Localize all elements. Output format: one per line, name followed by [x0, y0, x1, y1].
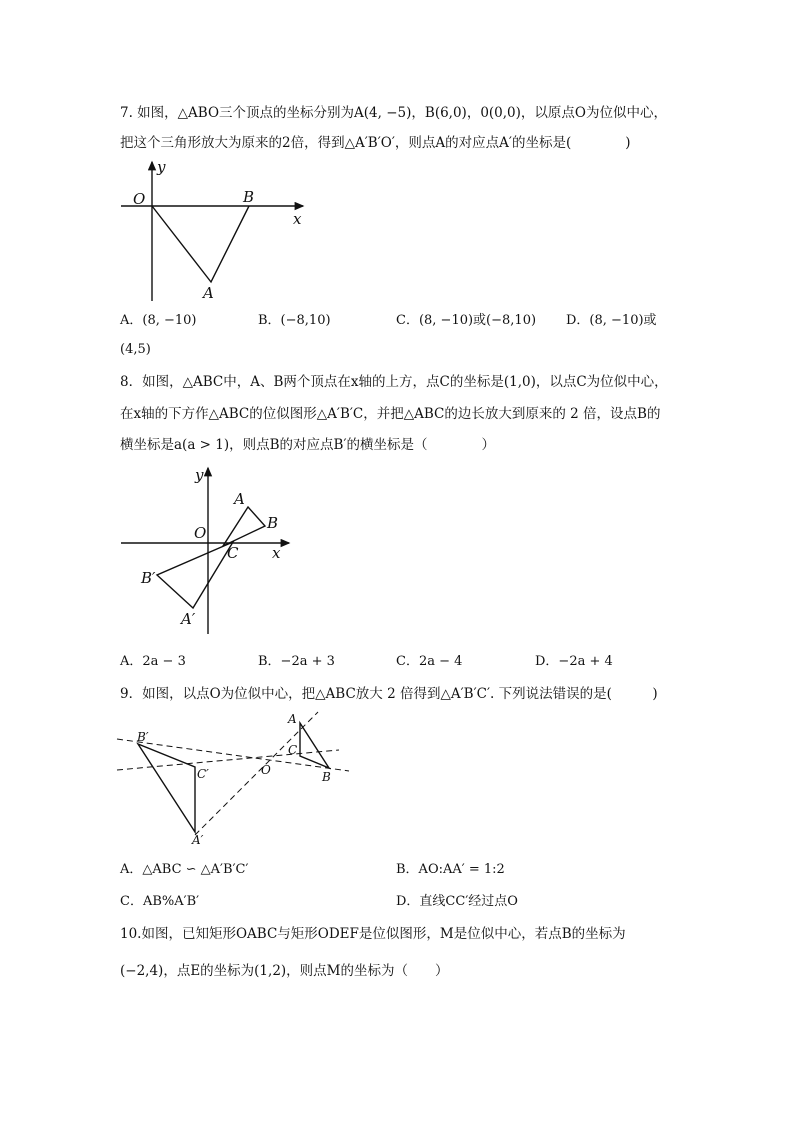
q10-line-1: 10.如图，已知矩形OABC与矩形ODEF是位似图形，M是位似中心，若点B的坐标为: [120, 926, 626, 942]
q7-triangle: [152, 206, 249, 282]
q9-option-c[interactable]: C．AB%A′B′: [120, 894, 200, 909]
q8-label-o: O: [194, 524, 207, 542]
q10-line-2: (−2,4)，点E的坐标为(1,2)，则点M的坐标为（ ）: [120, 963, 449, 979]
q9-dashed-line-c: [117, 750, 339, 770]
q7-option-d[interactable]: D．(8, −10)或: [566, 313, 657, 328]
q9-triangle-abc: [300, 723, 329, 768]
q8-label-a-prime: A′: [181, 610, 196, 628]
q9-option-d[interactable]: D．直线CC′经过点O: [396, 894, 518, 909]
q9-option-b[interactable]: B．AO:AA′ = 1:2: [396, 862, 505, 877]
q7-label-o: O: [133, 190, 146, 208]
q7-label-y: y: [157, 158, 166, 176]
q8-label-b-prime: B′: [141, 569, 156, 587]
q8-option-a[interactable]: A．2a − 3: [120, 654, 186, 669]
q9-label-b-prime: B′: [137, 730, 149, 744]
q8-triangle-abc: [223, 507, 265, 546]
q7-option-a[interactable]: A．(8, −10): [120, 313, 197, 328]
q9-option-a[interactable]: A．△ABC ∽ △A′B′C′: [120, 862, 249, 877]
q7-option-b[interactable]: B．(−8,10): [258, 313, 331, 328]
q9-label-o: O: [261, 763, 271, 777]
q8-option-b[interactable]: B．−2a + 3: [258, 654, 335, 669]
q7-option-d-continued: (4,5): [120, 342, 151, 357]
q9-label-c: C: [288, 743, 298, 757]
q8-label-b: B: [267, 514, 279, 532]
q8-label-a: A: [234, 490, 245, 508]
q9-figure: [113, 708, 353, 848]
q7-line-2: 把这个三角形放大为原来的2倍，得到△A′B′O′，则点A的对应点A′的坐标是( ): [120, 135, 631, 151]
q8-option-d[interactable]: D．−2a + 4: [535, 654, 613, 669]
q8-option-c[interactable]: C．2a − 4: [396, 654, 463, 669]
q9-label-a: A: [288, 712, 297, 726]
q8-triangle-apbpc: [157, 542, 233, 608]
q8-label-x: x: [272, 544, 281, 562]
q7-line-1: 7. 如图，△ABO三个顶点的坐标分别为A(4, −5)，B(6,0)，0(0,0)，以原点O为位似中心，: [120, 105, 667, 121]
q9-line-1: 9．如图，以点O为位似中心，把△ABC放大 2 倍得到△A′B′C′. 下列说法错误的是( ): [120, 686, 658, 702]
q9-label-b: B: [322, 770, 331, 784]
q9-label-c-prime: C′: [197, 767, 209, 781]
q7-label-a: A: [203, 284, 214, 302]
q8-line-3: 横坐标是a(a > 1)，则点B的对应点B′的横坐标是（ ）: [120, 437, 496, 453]
q8-line-2: 在x轴的下方作△ABC的位似图形△A′B′C，并把△ABC的边长放大到原来的 2 倍，设点B的: [120, 406, 661, 422]
q9-triangle-apbpcp: [138, 744, 195, 832]
q8-figure: [115, 462, 305, 642]
q8-line-1: 8．如图，△ABC中，A、B两个顶点在x轴的上方，点C的坐标是(1,0)，以点C为位似中心，: [120, 374, 668, 390]
q7-figure: [115, 158, 315, 308]
q7-label-b: B: [243, 188, 255, 206]
q8-label-y: y: [195, 466, 204, 484]
q8-label-c: C: [227, 544, 239, 562]
q7-option-c[interactable]: C．(8, −10)或(−8,10): [396, 313, 537, 328]
q9-label-a-prime: A′: [192, 833, 204, 847]
q7-label-x: x: [293, 210, 302, 228]
